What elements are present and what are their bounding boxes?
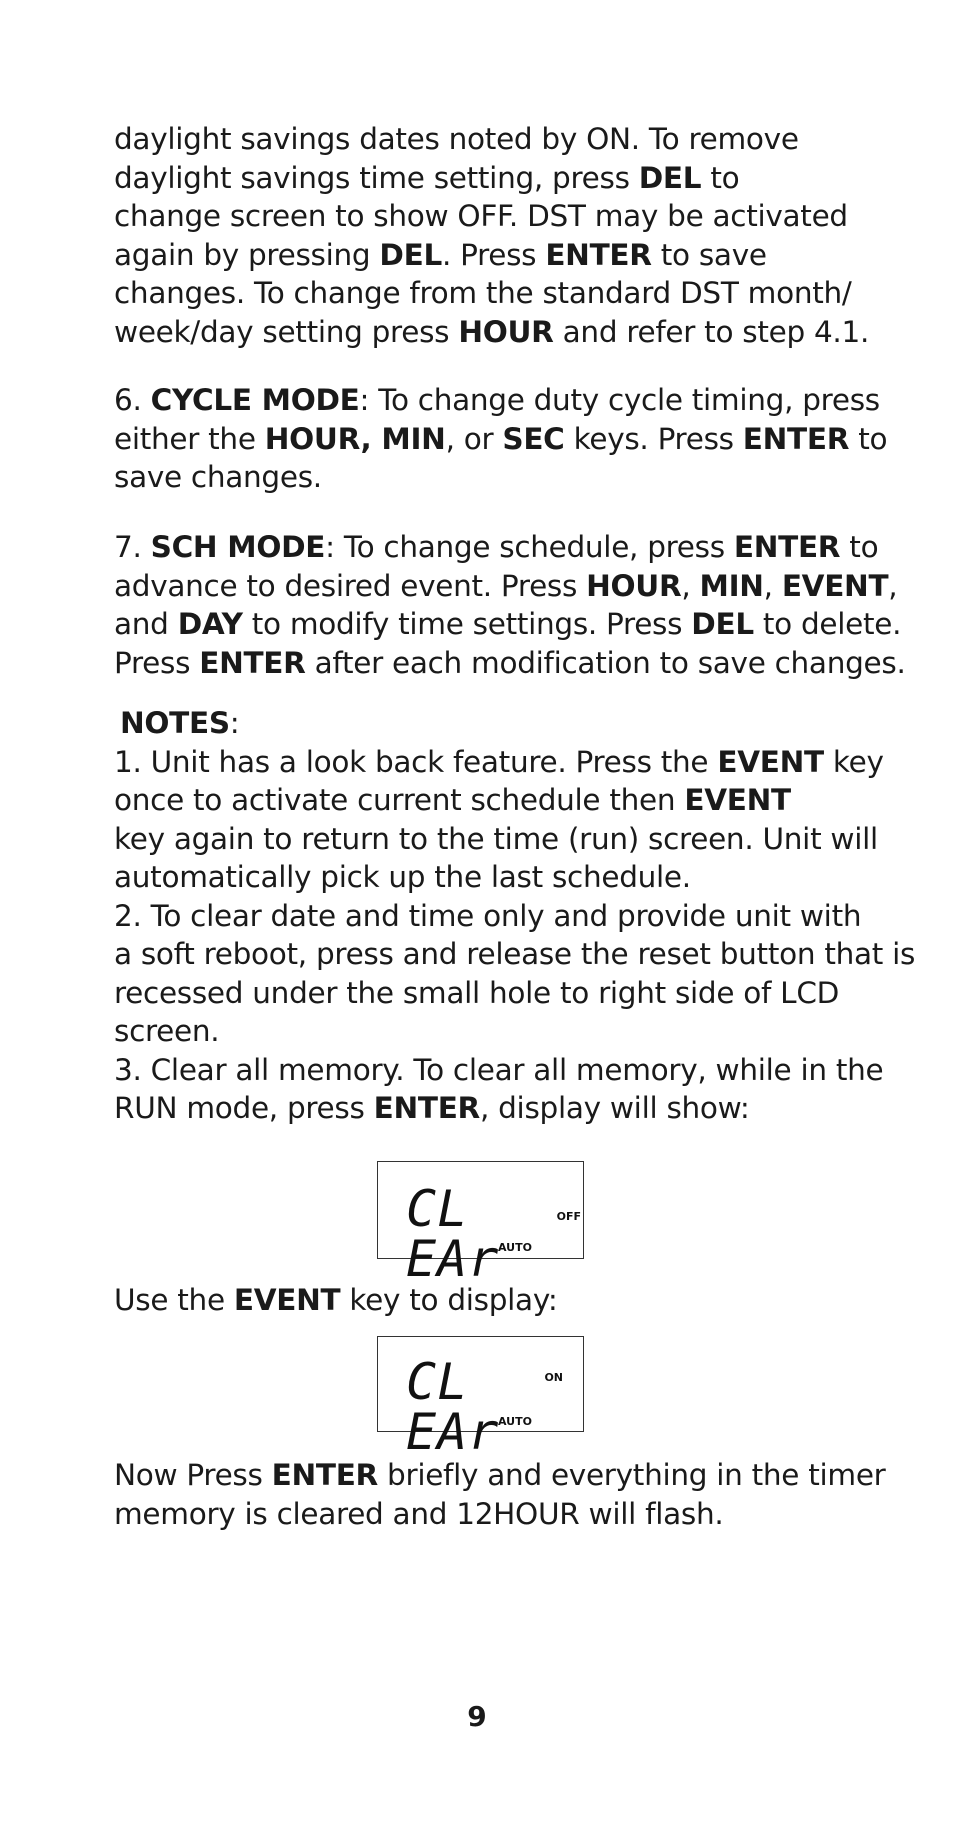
sch-mode-paragraph — [114, 528, 914, 682]
text-line: change screen to show OFF. DST may be activated — [114, 199, 848, 233]
text-line: and DAY to modify time settings. Press DEL to delete. — [114, 607, 902, 641]
key-day: DAY — [177, 607, 243, 641]
dst-paragraph — [114, 120, 914, 351]
key-enter: ENTER — [199, 645, 306, 680]
key-event: EVENT — [233, 1283, 341, 1317]
key-min: MIN — [699, 568, 764, 603]
text-line: save changes. — [114, 460, 322, 494]
text-line: screen. — [114, 1014, 220, 1048]
text-line: Now Press ENTER briefly and everything in the timer — [114, 1458, 886, 1492]
text-line: a soft reboot, press and release the reset button that is — [114, 937, 916, 971]
lcd-clear-text: CL EAr — [406, 1353, 500, 1461]
text-line: daylight savings time setting, press DEL to — [114, 160, 740, 195]
text-line: daylight savings dates noted by ON. To remove — [114, 122, 799, 156]
notes-section — [114, 704, 914, 1128]
text-line: 7. SCH MODE: To change schedule, press ENTER to — [114, 530, 879, 564]
key-enter: ENTER — [545, 237, 652, 272]
key-enter: ENTER — [742, 421, 850, 456]
key-hour-min: HOUR, MIN — [264, 421, 446, 456]
text-line: 1. Unit has a look back feature. Press the EVENT key — [114, 744, 884, 779]
text-line: RUN mode, press ENTER, display will show: — [114, 1091, 750, 1125]
text-line: memory is cleared and 12HOUR will flash. — [114, 1496, 724, 1531]
key-hour: HOUR — [586, 568, 682, 603]
key-event: EVENT — [717, 744, 824, 779]
key-enter: ENTER — [373, 1091, 480, 1125]
text-line: key again to return to the time (run) screen. Unit will — [114, 821, 878, 856]
page-number: 9 — [467, 1700, 487, 1733]
text-line: week/day setting press HOUR and refer to step 4.1. — [114, 314, 870, 349]
lcd-on-indicator: ON — [544, 1371, 563, 1384]
key-enter: ENTER — [271, 1458, 378, 1492]
key-sec: SEC — [502, 421, 565, 456]
notes-heading: NOTES: — [120, 706, 240, 740]
text-line: either the HOUR, MIN, or SEC keys. Press ENTER to — [114, 421, 888, 456]
text-line: 6. CYCLE MODE: To change duty cycle timing, press — [114, 383, 880, 417]
lcd-auto-indicator: AUTO — [498, 1415, 532, 1428]
key-event: EVENT — [781, 568, 889, 603]
cycle-mode-heading: CYCLE MODE — [150, 383, 360, 417]
text-line: once to activate current schedule then EVENT — [114, 783, 791, 817]
text-line: Use the EVENT key to display: — [114, 1283, 558, 1317]
key-del: DEL — [379, 237, 442, 272]
lcd-display-clear-off — [377, 1161, 584, 1288]
cycle-mode-paragraph — [114, 381, 914, 497]
text-line: recessed under the small hole to right side of LCD — [114, 975, 840, 1010]
key-hour: HOUR — [458, 314, 554, 349]
lcd-display-clear-on — [377, 1336, 584, 1461]
sch-mode-heading: SCH MODE — [150, 530, 326, 564]
text-line: changes. To change from the standard DST month/ — [114, 276, 852, 310]
key-event: EVENT — [684, 783, 791, 817]
text-line: advance to desired event. Press HOUR, MIN, EVENT, — [114, 568, 898, 603]
lcd-auto-indicator: AUTO — [498, 1241, 532, 1254]
key-del: DEL — [638, 160, 702, 195]
text-line: 3. Clear all memory. To clear all memory, while in the — [114, 1052, 884, 1087]
key-enter: ENTER — [733, 530, 841, 564]
lcd-off-indicator: OFF — [556, 1210, 581, 1223]
event-key-line — [114, 1281, 914, 1320]
text-line: automatically pick up the last schedule. — [114, 860, 691, 894]
final-paragraph — [114, 1456, 914, 1533]
text-line: Press ENTER after each modification to save changes. — [114, 645, 906, 680]
text-line: again by pressing DEL. Press ENTER to save — [114, 237, 767, 272]
text-line: 2. To clear date and time only and provide unit with — [114, 898, 862, 933]
lcd-clear-text: CL EAr — [406, 1180, 500, 1288]
key-del: DEL — [691, 607, 754, 641]
